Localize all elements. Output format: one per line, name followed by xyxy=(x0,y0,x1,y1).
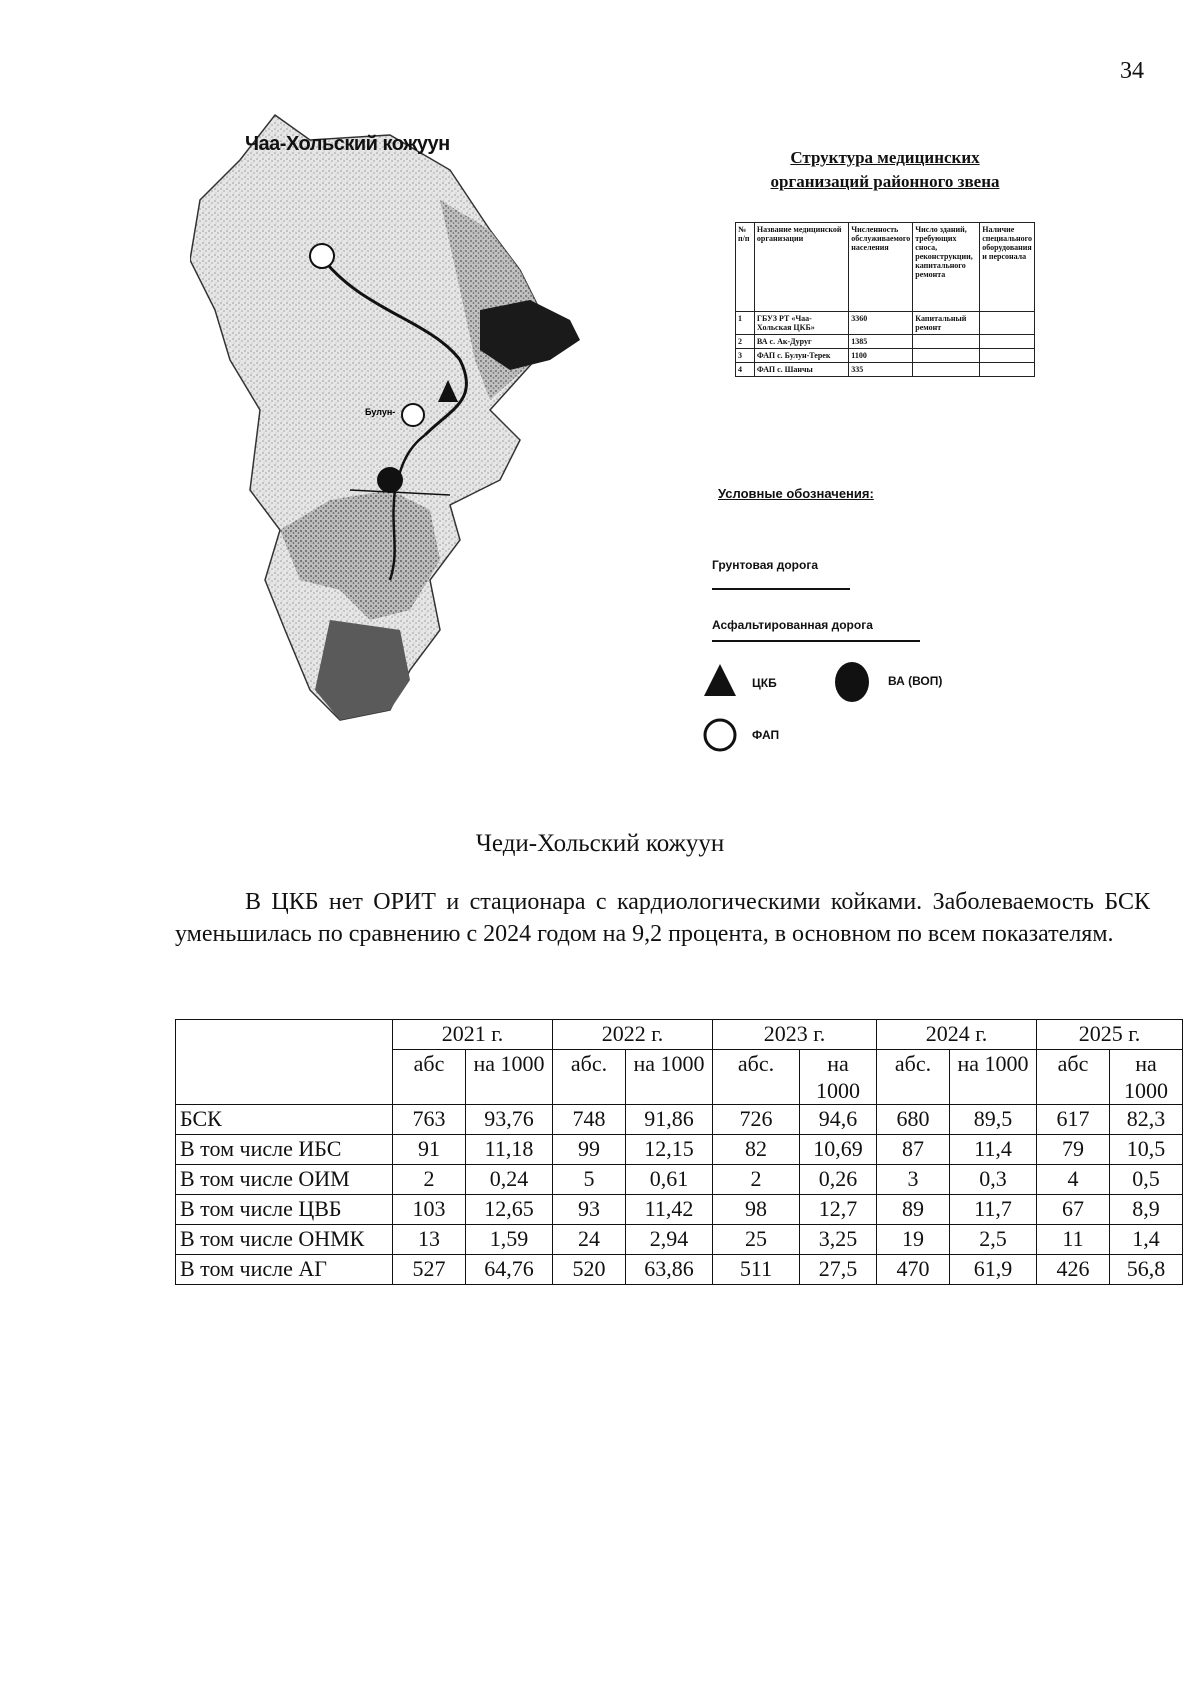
header-org-name: Название медицинской организации xyxy=(754,223,848,312)
year-header: 2025 г. xyxy=(1037,1020,1183,1050)
legend-dirt-road: Грунтовая дорога xyxy=(712,558,818,572)
structure-title: Структура медицинских организаций районного звена xyxy=(770,148,1000,191)
legend-ckb: ЦКБ xyxy=(752,676,777,690)
legend-title: Условные обозначения: xyxy=(718,486,874,501)
triangle-icon xyxy=(700,660,740,700)
table-subheader-row: абс на 1000 абс. на 1000 абс. на 1000 абс. на 1000 абс на 1000 xyxy=(176,1050,1183,1105)
structure-row: 1 ГБУЗ РТ «Чаа-Хольская ЦКБ» 3360 Капитальный ремонт xyxy=(736,312,1035,335)
south-dark-area xyxy=(315,620,410,720)
structure-row: 3 ФАП с. Булун-Терек 1100 xyxy=(736,349,1035,363)
region-map xyxy=(190,110,640,780)
circle-outline-icon xyxy=(701,716,739,754)
structure-row: 2 ВА с. Ак-Дуруг 1385 xyxy=(736,335,1035,349)
map-title: Чаа-Хольский кожуун xyxy=(245,133,450,155)
asphalt-road-line xyxy=(712,640,920,642)
fap-marker-north xyxy=(310,244,334,268)
year-header: 2021 г. xyxy=(393,1020,553,1050)
page-number: 34 xyxy=(1120,58,1144,84)
header-empty xyxy=(176,1020,393,1105)
structure-row: 4 ФАП с. Шанчы 335 xyxy=(736,363,1035,377)
structure-table xyxy=(735,222,1035,377)
fap-marker-center xyxy=(402,404,424,426)
dirt-road-line xyxy=(712,588,850,590)
table-row: В том числе ИБС 91 11,18 99 12,15 82 10,69 87 11,4 79 10,5 xyxy=(176,1135,1183,1165)
table-row: В том числе ЦВБ 103 12,65 93 11,42 98 12,7 89 11,7 67 8,9 xyxy=(176,1195,1183,1225)
year-header: 2022 г. xyxy=(553,1020,713,1050)
header-population: Численность обслуживаемого населения xyxy=(849,223,913,312)
header-repairs: Число зданий, требующих сноса, реконструкции, капитального ремонта xyxy=(913,223,980,312)
table-row: В том числе АГ 527 64,76 520 63,86 511 27,5 470 61,9 426 56,8 xyxy=(176,1255,1183,1285)
legend-fap: ФАП xyxy=(752,728,780,742)
body-paragraph: В ЦКБ нет ОРИТ и стационара с кардиологическими койками. Заболеваемость БСК уменьшилась по сравнению с 2024 годом на 9,2 процента, в основном по всем показателям. xyxy=(175,889,1150,947)
dark-forest-area xyxy=(480,300,580,370)
table-header-row xyxy=(176,1020,1183,1050)
district-subtitle: Чеди-Хольский кожуун xyxy=(475,830,725,857)
va-marker xyxy=(377,467,403,493)
year-header: 2023 г. xyxy=(713,1020,877,1050)
header-equipment: Наличие специального оборудования и персонала xyxy=(980,223,1035,312)
table-row: БСК 763 93,76 748 91,86 726 94,6 680 89,5 617 82,3 xyxy=(176,1105,1183,1135)
table-row: В том числе ОИМ 2 0,24 5 0,61 2 0,26 3 0,3 4 0,5 xyxy=(176,1165,1183,1195)
legend-va: ВА (ВОП) xyxy=(888,674,943,688)
year-header: 2024 г. xyxy=(877,1020,1037,1050)
table-row: В том числе ОНМК 13 1,59 24 2,94 25 3,25 19 2,5 11 1,4 xyxy=(176,1225,1183,1255)
header-number: № п/п xyxy=(736,223,755,312)
filled-circle-icon xyxy=(832,660,872,704)
disease-table xyxy=(175,1019,1183,1285)
map-label-bulun: Булун- xyxy=(365,407,396,417)
legend-asphalt-road: Асфальтированная дорога xyxy=(712,618,873,632)
